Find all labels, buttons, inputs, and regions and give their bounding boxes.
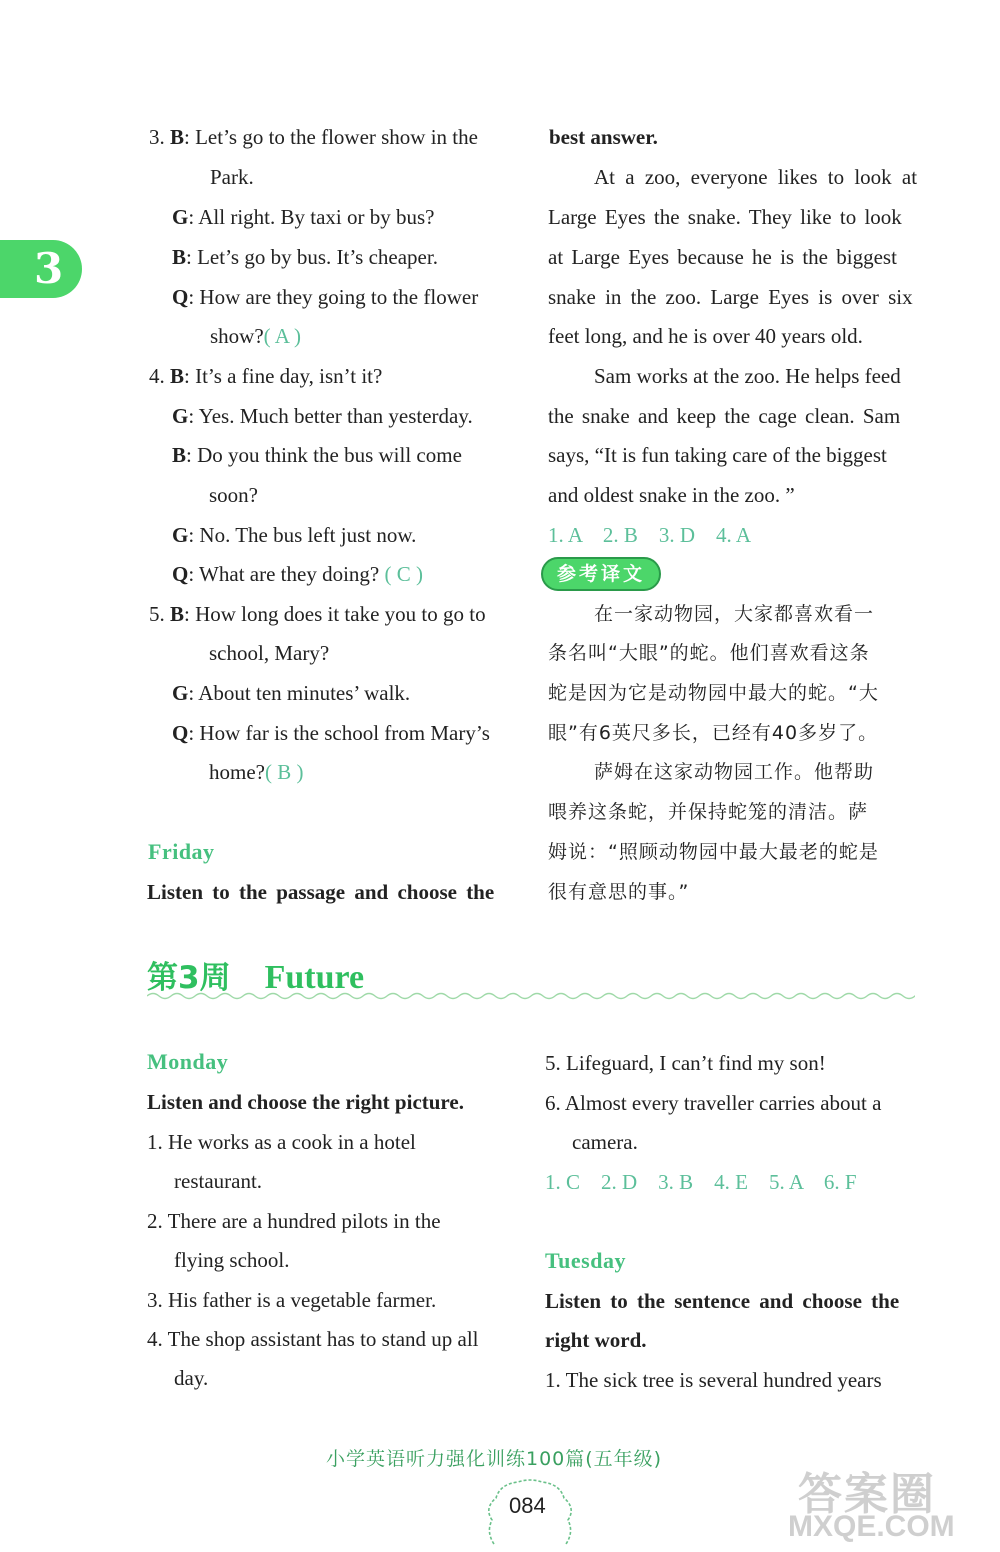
instruction: Listen to the sentence and choose the (545, 1289, 900, 1313)
dialogue-line: G: No. The bus left just now. (172, 523, 417, 547)
translation-line: 喂养这条蛇，并保持蛇笼的清洁。萨 (548, 801, 869, 823)
question-line: Q: How far is the school from Mary’s (172, 721, 490, 745)
page-number: 084 (509, 1493, 546, 1518)
sentence-line: day. (174, 1366, 209, 1390)
watermark (770, 1458, 995, 1548)
passage-line: feet long, and he is over 40 years old. (548, 324, 863, 348)
dialogue-line: soon? (209, 483, 258, 507)
watermark-cn: 答案圈 (798, 1469, 936, 1520)
day-heading-friday: Friday (148, 839, 215, 864)
sentence-line: 1. The sick tree is several hundred years (545, 1368, 882, 1392)
instruction: Listen to the passage and choose the (147, 880, 495, 904)
translation-line: 条名叫“大眼”的蛇。他们喜欢看这条 (548, 642, 870, 664)
passage-line: snake in the zoo. Large Eyes is over six (548, 285, 913, 309)
sentence-line: 3. His father is a vegetable farmer. (147, 1288, 437, 1312)
dialogue-line: G: About ten minutes’ walk. (172, 681, 411, 705)
question-line: Q: How are they going to the flower (172, 285, 479, 309)
passage-line: at Large Eyes because he is the biggest (548, 245, 897, 269)
sentence-line: 5. Lifeguard, I can’t find my son! (545, 1051, 826, 1075)
answer-key: ( C ) (384, 562, 423, 586)
instruction-continued: best answer. (549, 125, 658, 149)
sentence-line: flying school. (174, 1248, 290, 1272)
dialogue-line: G: All right. By taxi or by bus? (172, 205, 435, 229)
translation-line: 姆说：“照顾动物园中最大最老的蛇是 (548, 841, 879, 863)
answer-key: ( B ) (264, 760, 304, 784)
passage-line: says, “It is fun taking care of the biggest (548, 443, 887, 467)
chapter-tab (0, 240, 82, 298)
sentence-line: camera. (572, 1130, 638, 1154)
day-heading-tuesday: Tuesday (545, 1248, 626, 1273)
passage-line: and oldest snake in the zoo. ” (548, 483, 795, 507)
sentence-line: 4. The shop assistant has to stand up all (147, 1327, 479, 1351)
passage-line: Large Eyes the snake. They like to look (548, 205, 902, 229)
translation-line: 萨姆在这家动物园工作。他帮助 (594, 761, 875, 783)
dialogue-line: B: Do you think the bus will come (172, 443, 462, 467)
question-line: show?( A ) (210, 324, 302, 348)
sentence-line: 1. He works as a cook in a hotel (147, 1130, 416, 1154)
answer-key: ( A ) (263, 324, 302, 348)
question-line: Q: What are they doing? ( C ) (172, 562, 423, 586)
watermark-en: MXQE.COM (788, 1510, 955, 1543)
passage-line: the snake and keep the cage clean. Sam (548, 404, 901, 428)
instruction-continued: right word. (545, 1328, 647, 1352)
sentence-line: 2. There are a hundred pilots in the (147, 1209, 441, 1233)
question-line: home?( B ) (209, 760, 304, 784)
sentence-line: 6. Almost every traveller carries about a (545, 1091, 882, 1115)
dialogue-line: 3. B: Let’s go to the flower show in the (149, 125, 478, 149)
answer-key: 1. C 2. D 3. B 4. E 5. A 6. F (545, 1170, 857, 1194)
instruction: Listen and choose the right picture. (147, 1090, 464, 1114)
translation-line: 眼”有6英尺多长，已经有40多岁了。 (548, 722, 879, 744)
passage-line: Sam works at the zoo. He helps feed (594, 364, 901, 388)
translation-line: 在一家动物园，大家都喜欢看一 (594, 603, 875, 625)
dialogue-line: B: Let’s go by bus. It’s cheaper. (172, 245, 438, 269)
reference-translation-badge: 参考译文 (541, 557, 661, 591)
wavy-divider (147, 990, 915, 1002)
week-title: Future (264, 959, 365, 996)
dialogue-line: 4. B: It’s a fine day, isn’t it? (149, 364, 383, 388)
footer-book-title: 小学英语听力强化训练100篇(五年级) (326, 1448, 663, 1470)
dialogue-line: 5. B: How long does it take you to go to (149, 602, 486, 626)
sentence-line: restaurant. (174, 1169, 263, 1193)
chapter-tab-number: 3 (34, 244, 64, 293)
dialogue-line: G: Yes. Much better than yesterday. (172, 404, 473, 428)
dialogue-line: Park. (210, 165, 254, 189)
dialogue-line: school, Mary? (209, 641, 330, 665)
translation-line: 很有意思的事。” (548, 881, 690, 903)
day-heading-monday: Monday (147, 1049, 229, 1074)
translation-line: 蛇是因为它是动物园中最大的蛇。“大 (548, 682, 879, 704)
answer-key: 1. A 2. B 3. D 4. A (548, 523, 752, 547)
passage-line: At a zoo, everyone likes to look at (594, 165, 918, 189)
week-number: 第3周 (147, 960, 231, 996)
